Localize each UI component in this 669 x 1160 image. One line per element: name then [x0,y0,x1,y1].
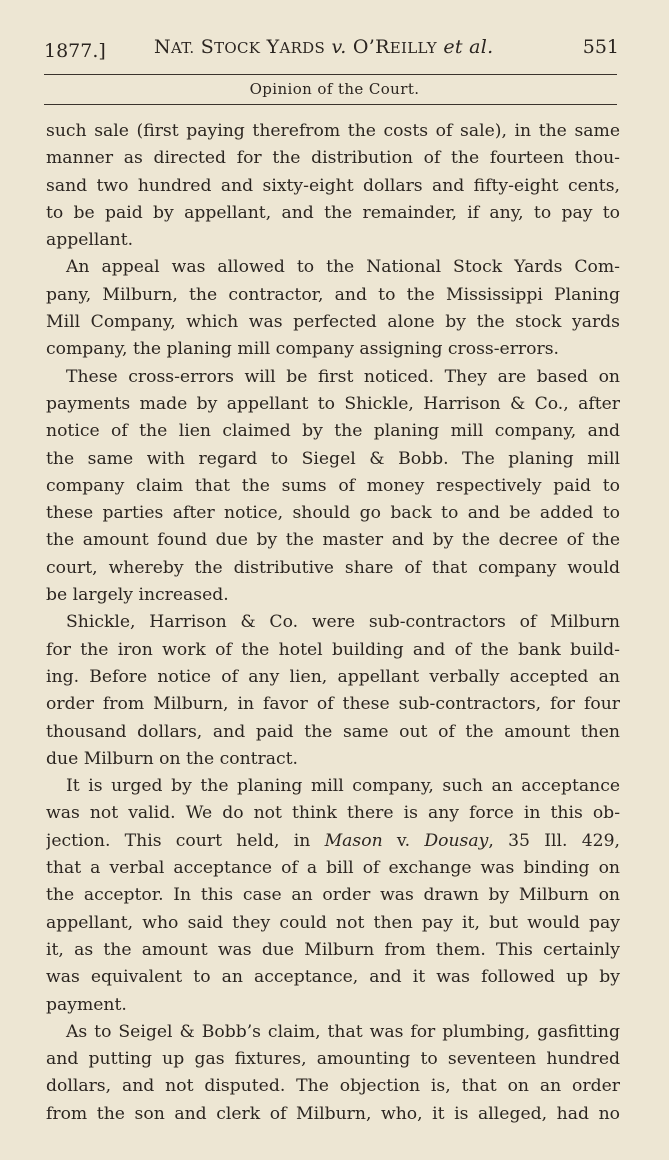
running-header [44,36,619,66]
text-line: pany, Milburn, the contractor, and to the Mississippi Planing [46,284,620,305]
header-rule [44,74,617,75]
text-line: appellant, who said they could not then pay it, but would pay [46,912,620,933]
text-line: payment. [46,994,127,1015]
text-line: jection. This court held, in Mason v. Dousay, 35 Ill. 429, [46,830,620,851]
text-line: was equivalent to an acceptance, and it was followed up by [46,967,620,988]
text-line: payments made by appellant to Shickle, Harrison & Co., after [46,393,620,414]
text-line: was not valid. We do not think there is any force in this ob- [46,803,620,824]
page-number: 551 [582,36,619,58]
text-line: notice of the lien claimed by the planing mill company, and [46,421,620,442]
text-line: from the son and clerk of Milburn, who, it is alleged, had no [46,1103,620,1124]
text-line: company claim that the sums of money respectively paid to [46,475,620,496]
text-line: such sale (first paying therefrom the costs of sale), in the same [46,121,620,141]
text-line: for the iron work of the hotel building and of the bank build- [46,639,620,660]
text-line: company, the planing mill company assigning cross-errors. [46,339,559,360]
text-line: dollars, and not disputed. The objection is, that on an order [46,1076,620,1097]
text-line: be largely increased. [46,585,229,606]
text-line: due Milburn on the contract. [46,748,299,769]
text-line: order from Milburn, in favor of these sub-contractors, for four [46,694,620,715]
text-line: It is urged by the planing mill company, such an acceptance [66,776,620,797]
text-line: appellant. [46,230,134,251]
text-line: the same with regard to Siegel & Bobb. The planing mill [46,448,620,469]
opinion-text [46,118,620,1128]
text-line: An appeal was allowed to the National Stock Yards Com- [66,257,620,278]
text-line: thousand dollars, and paid the same out of the amount then [46,721,620,742]
text-line: the acceptor. In this case an order was drawn by Milburn on [46,885,620,906]
text-line: As to Seigel & Bobb’s claim, that was for plumbing, gasfitting [66,1021,620,1042]
text-line: it, as the amount was due Milburn from them. This certainly [46,939,620,960]
text-line: that a verbal acceptance of a bill of exchange was binding on [46,858,620,879]
text-line: sand two hundred and sixty-eight dollars and fifty-eight cents, [46,175,620,196]
text-line: Shickle, Harrison & Co. were sub-contractors of Milburn [66,612,620,633]
header-year: 1877.] [44,40,106,62]
text-line: ing. Before notice of any lien, appellant verbally accepted an [46,666,620,687]
text-line: these parties after notice, should go back to and be added to [46,503,620,524]
text-line: manner as directed for the distribution of the fourteen thou- [46,148,620,169]
text-line: These cross-errors will be first noticed. They are based on [66,366,620,387]
text-line: to be paid by appellant, and the remainder, if any, to pay to [46,202,620,223]
header-title: NAT. STOCK YARDS v. O’REILLY et al. [154,36,494,58]
text-line: court, whereby the distributive share of that company would [46,557,620,578]
text-line: and putting up gas fixtures, amounting to seventeen hundred [46,1049,620,1070]
text-line: the amount found due by the master and by the decree of the [46,530,620,551]
section-subheading: Opinion of the Court. [249,80,420,98]
subheading-rule [44,104,617,105]
text-line: Mill Company, which was perfected alone by the stock yards [46,312,620,333]
